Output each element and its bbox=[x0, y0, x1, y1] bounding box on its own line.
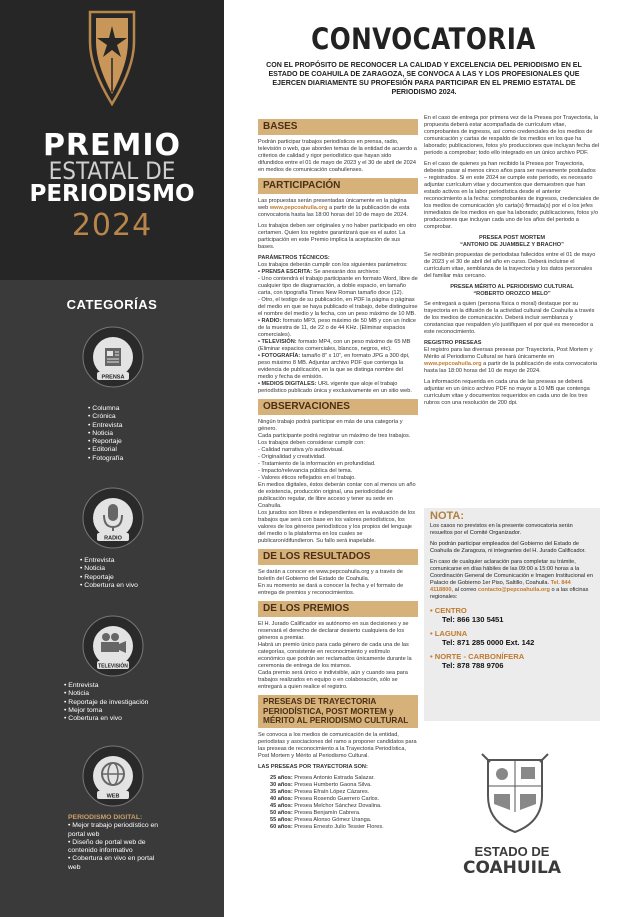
radio-item: • Entrevista bbox=[80, 557, 138, 565]
postmortem-name: “ANTONIO DE JUAMBELZ Y BRACHO” bbox=[460, 242, 564, 248]
obs-list-item: - Originalidad y creatividad. bbox=[258, 454, 326, 460]
radio-list bbox=[80, 557, 138, 590]
radio-seal-label: RADIO bbox=[104, 535, 122, 542]
radio-item: • Cobertura en vivo bbox=[80, 582, 138, 590]
postmortem-title: PRESEA POST MORTEM bbox=[479, 235, 545, 241]
colb-p6: La información requerida en cada una de las preseas se deberá adjuntar en un único archivo PDF no mayor a 10 MB que contenga currículum vitae y documentos requeridos en cada uno de los tres rubros con una resolución de 200 dpi. bbox=[424, 379, 590, 406]
tech-prensa-2: - Otro, el testigo de su publicación, en PDF la página o páginas del medio en que se haya publicado el trabajo, debe distinguirse el nombre del medio y la fecha, con un peso máximo de 10 MB. bbox=[258, 297, 418, 317]
colb-p4: Se entregará a quien (persona física o moral) destaque por su trayectoria en la difusión de la actividad cultural de Coahuila a través de los medios de comunicación. Deberá incluir semblanza y constancias que respalden y/o justifiquen el por qué es merecedor a este reconocimiento. bbox=[424, 301, 595, 335]
brand-periodismo: PERIODISMO bbox=[29, 181, 195, 207]
column-left bbox=[258, 115, 418, 831]
prensa-item: • Editorial bbox=[88, 446, 123, 454]
nota-p1: Los casos no previstos en la presente convocatoria serán resueltos por el Comité Organizador. bbox=[430, 523, 573, 536]
tech-title: PARÁMETROS TÉCNICOS: bbox=[258, 255, 330, 261]
nota-title: NOTA: bbox=[430, 510, 465, 522]
obs-list-item: - Valores éticos reflejados en el trabajo. bbox=[258, 475, 356, 481]
trayectoria-heading: PRESEAS DE TRAYECTORIA PERIODÍSTICA, POST MORTEM y MÉRITO AL PERIODISMO CULTURAL bbox=[258, 695, 418, 728]
premios-p1: El H. Jurado Calificador es autónomo en sus decisiones y se reservará el derecho de declarar desierto cualquiera de los géneros a premiar. bbox=[258, 621, 409, 641]
radio-item: • Reportaje bbox=[80, 574, 138, 582]
cultural-title: PRESEA MÉRITO AL PERIODISMO CULTURAL bbox=[450, 284, 574, 290]
brand-premio: PREMIO bbox=[42, 128, 182, 163]
participacion-p1: Las propuestas serán presentadas únicamente en la página web www.pepcoahuila.org a partir de la publicación de esta convocatoria hasta las 18:00 horas del 10 de mayo de 2024. bbox=[258, 198, 410, 218]
participacion-heading: PARTICIPACIÓN bbox=[258, 178, 418, 194]
prensa-item: • Reportaje bbox=[88, 438, 123, 446]
web-title: PERIODISMO DIGITAL: bbox=[68, 814, 143, 821]
television-seal-label: TELEVISIÓN bbox=[98, 663, 128, 670]
trayectoria-item: 55 años: Presea Alonso Gómez Uranga. bbox=[270, 816, 372, 823]
television-item: • Entrevista bbox=[64, 682, 148, 690]
radio-seal-icon bbox=[82, 487, 144, 549]
premios-p2: Habrá un premio único para cada género de cada una de las categorías, consistente en reconocimiento y estímulo económico que podrán ser reclamados únicamente durante la ceremonia de entrega de los mismos. bbox=[258, 642, 412, 669]
premios-p3: Cada premio será único e indivisible, aún y cuando sea para trabajos realizados en equipo o en colaboración, sólo se entregará a quien realice el registro. bbox=[258, 670, 408, 690]
trayectoria-item: 40 años: Presea Rosendo Guerrero Carlos. bbox=[270, 795, 380, 802]
prensa-item: • Entrevista bbox=[88, 422, 123, 430]
tech-foto: • FOTOGRAFÍA: tamaño 8” x 10”, en formato JPG a 300 dpi, peso máximo 8 MB. Adjuntar archivo PDF que contenga la evidencia de publicación, en la que se distinga nombre del medio y fecha de emisión. bbox=[258, 353, 410, 380]
television-item: • Mejor toma bbox=[64, 707, 148, 715]
office-laguna: • LAGUNA Tel: 871 285 0000 Ext. 142 bbox=[430, 629, 535, 647]
obs-p5: Los jurados son libres e independientes en la evaluación de los trabajos que será con base en los valores periodísticos, los valores de los géneros periodísticos y los propios del lenguaje del medio o la plataforma en los cuales se publicaron/difundieron. Su fallo será inapelable. bbox=[258, 510, 416, 544]
prensa-item: • Crónica bbox=[88, 413, 123, 421]
obs-list-item: - Impacto/relevancia pública del tema. bbox=[258, 468, 353, 474]
footer-estado: ESTADO DE bbox=[474, 844, 550, 859]
trayectoria-item: 30 años: Presea Humberto Gaona Silva. bbox=[270, 781, 372, 788]
nota-p3: En caso de cualquier aclaración para completar su trámite, comunicarse en días hábiles de las 09:00 a 15:00 horas a la Coordinación General de Comunicación e Imagen Institucional en Palacio de Gobierno 1er Piso, Saltillo, Coahuila. Tel. 844 4118800, al correo contacto@pepcoahuila.org o a las oficinas regionales: bbox=[430, 559, 593, 600]
web-block bbox=[68, 814, 168, 872]
colb-p2: En el caso de quienes ya han recibido la Presea por Trayectoria, deberán pasar al menos cinco años para ser nuevamente postulados – registrados. Si en este 2024 se cumple este periodo, es necesario adjuntar currículum vitae y documentos que demuestren que han estado activos en la labor periodística desde el anterior reconocimiento a la fecha: comprobantes de ingresos, credenciales de los medios de comunicación y/o carta(s) firmada(s) por el o los jefes inmediatos de los medios en que ha laborado; publicaciones, fotos y/o producciones que incluyan cada uno de los años del periodo a comprobar. bbox=[424, 161, 600, 230]
trayectoria-item: 50 años: Presea Benjamín Cabrera. bbox=[270, 809, 361, 816]
radio-item: • Noticia bbox=[80, 565, 138, 573]
brand-year: 2024 bbox=[71, 208, 153, 243]
prensa-item: • Columna bbox=[88, 405, 123, 413]
brand-estatal: ESTATAL DE bbox=[48, 157, 176, 185]
television-item: • Noticia bbox=[64, 690, 148, 698]
resultados-heading: DE LOS RESULTADOS bbox=[258, 549, 418, 565]
television-item: • Cobertura en vivo bbox=[64, 715, 148, 723]
prensa-seal-icon bbox=[82, 326, 144, 388]
obs-p3: Los trabajos deben considerar cumplir con: bbox=[258, 440, 365, 446]
colb-p3: Se recibirán propuestas de periodistas fallecidos entre el 01 de mayo de 2023 y el 30 de abril del año en curso. Deberá incluirse el currículum vitae, semblanza de la trayectoria y los datos personales del familiar más cercano. bbox=[424, 252, 596, 279]
tech-prensa: • PRENSA ESCRITA: Se anexarán dos archivos: bbox=[258, 269, 380, 275]
tech-intro: Los trabajos deberán cumplir con los siguientes parámetros: bbox=[258, 262, 408, 268]
bases-heading: BASES bbox=[258, 119, 418, 135]
bases-text: Podrán participar trabajos periodísticos en prensa, radio, televisión o web, que aborden temas de la entidad de acuerdo a criterios de calidad y rigor periodístico que hayan sido difundidos entre el 01 de mayo de 2023 y el 30 de abril de 2024 en medios de comunicación coahuilenses. bbox=[258, 139, 417, 173]
office-norte: • NORTE - CARBONÍFERA Tel: 878 788 9706 bbox=[430, 652, 525, 670]
prensa-seal-label: PRENSA bbox=[101, 374, 125, 381]
registro-title: REGISTRO PRESEAS bbox=[424, 340, 482, 346]
nota-phone[interactable]: Tel. 844 4118800, bbox=[430, 580, 571, 593]
obs-p4: En medios digitales, éstos deberán contar con al menos un año de existencia, producción original, una periodicidad de publicación regular, de libre acceso y tener su sede en Coahuila. bbox=[258, 482, 416, 509]
intro-text: CON EL PROPÓSITO DE RECONOCER LA CALIDAD Y EXCELENCIA DEL PERIODISMO EN EL ESTADO DE COAHUILA DE ZARAGOZA, SE CONVOCA A LAS Y LOS PROFESIONALES QUE EJERCEN DIARIAMENTE SU PROFESIÓN PARA PARTICIPAR EN EL PREMIO ESTATAL DE PERIODISMO 2024. bbox=[266, 61, 582, 96]
resultados-p2: En su momento se dará a conocer la fecha y el formato de entrega de premios y reconocimientos. bbox=[258, 583, 404, 596]
television-seal-icon bbox=[82, 615, 144, 677]
cultural-name: “ROBERTO OROZCO MELO” bbox=[473, 291, 551, 297]
web-item: • Diseño de portal web de contenido informativo bbox=[68, 839, 168, 856]
trayectoria-list bbox=[258, 775, 418, 831]
tech-radio: • RADIO: formato MP3, peso máximo de 50 MB y con un índice de la muestra de 11, de 22 o de 44 KHz. (Eliminar espacios comerciales). bbox=[258, 318, 417, 338]
web-item: • Mejor trabajo periodístico en portal web bbox=[68, 822, 168, 839]
website-link[interactable]: www.pepcoahuila.org bbox=[269, 205, 328, 211]
registro-link[interactable]: www.pepcoahuila.org bbox=[424, 361, 482, 367]
page-title: CONVOCATORIA bbox=[311, 22, 536, 56]
obs-list-item: - Calidad narrativa y/o audiovisual. bbox=[258, 447, 344, 453]
fountain-pen-logo-icon bbox=[82, 8, 142, 108]
trayectoria-item: 35 años: Presea Efraín López Cázares. bbox=[270, 788, 370, 795]
participacion-p2: Los trabajos deben ser originales y no haber participado en otro certamen. Quien los registre garantizará que es el autor. La participación en este Premio implica la aceptación de sus bases. bbox=[258, 223, 417, 250]
prensa-item: • Noticia bbox=[88, 430, 123, 438]
nota-p2: No podrán participar empleados del Gobierno del Estado de Coahuila de Zaragoza, ni integrantes del H. Jurado Calificador. bbox=[430, 541, 586, 554]
resultados-p1: Se darán a conocer en www.pepcoahuila.org y a través de boletín del Gobierno del Estado de Coahuila. bbox=[258, 569, 403, 582]
colb-p5: El registro para las diversas preseas por Trayectoria, Post Mortem y Mérito al Periodismo Cultural se hará únicamente en www.pepcoahuila.org a partir de la publicación de esta convocatoria hasta las 18:00 horas del 10 de mayo de 2024. bbox=[424, 347, 597, 374]
television-item: • Reportaje de investigación bbox=[64, 699, 148, 707]
obs-p2: Cada participante podrá registrar un máximo de tres trabajos. bbox=[258, 433, 411, 439]
trayectoria-list-title: LAS PRESEAS POR TRAYECTORIA SON: bbox=[258, 763, 368, 770]
nota-email-link[interactable]: contacto@pepcoahuila.org bbox=[477, 587, 550, 593]
tech-digital: • MEDIOS DIGITALES: URL vigente que aloje el trabajo periodístico publicado única y exclusivamente en un sitio web. bbox=[258, 381, 412, 394]
categories-title: CATEGORÍAS bbox=[66, 297, 158, 312]
observaciones-heading: OBSERVACIONES bbox=[258, 399, 418, 415]
obs-p1: Ningún trabajo podrá participar en más de una categoría y género. bbox=[258, 419, 403, 432]
premios-heading: DE LOS PREMIOS bbox=[258, 601, 418, 617]
left-panel bbox=[0, 0, 224, 917]
trayectoria-p1: Se convoca a los medios de comunicación de la entidad, periodistas y asociaciones del ramo a proponer candidatos para las preseas de reconocimiento a la Trayectoria Periodística, Post Mortem y Mérito al Periodismo Cultural. bbox=[258, 731, 417, 759]
footer-coahuila: COAHUILA bbox=[463, 858, 561, 878]
tech-prensa-1: - Uno contendrá el trabajo participante en formato Word, libre de cualquier tipo de diagramación, a doble espacio, en tamaño carta, con tipografía Times New Roman tamaño doce (12). bbox=[258, 276, 418, 296]
web-seal-icon bbox=[82, 745, 144, 807]
tech-tv: • TELEVISIÓN: formato MP4, con un peso máximo de 65 MB (Eliminar espacios comerciales, blancos, negros, etc). bbox=[258, 339, 411, 352]
prensa-list bbox=[88, 405, 123, 463]
prensa-item: • Fotografía bbox=[88, 455, 123, 463]
colb-p1: En el caso de entrega por primera vez de la Presea por Trayectoria, la propuesta deberá estar acompañada de currículum vitae, comprobantes de ingresos, así como credenciales de los medios de comunicación y cartas de respaldo de los medios en los que ha laborado; publicaciones, fotos y/o producciones que incluyan fecha del periodo a comprobar; todo ello integrado en un único archivo PDF. bbox=[424, 115, 600, 156]
trayectoria-item: 45 años: Presea Melchor Sánchez Dovalina. bbox=[270, 802, 382, 809]
coahuila-crest-icon bbox=[480, 752, 550, 834]
web-seal-label: WEB bbox=[106, 793, 120, 800]
trayectoria-item: 25 años: Presea Antonio Estrada Salazar. bbox=[270, 774, 375, 781]
brand-block bbox=[0, 0, 224, 280]
obs-list-item: - Tratamiento de la información en profundidad. bbox=[258, 461, 376, 467]
trayectoria-item: 60 años: Presea Ernesto Julio Tessier Flores. bbox=[270, 823, 384, 830]
column-right bbox=[424, 115, 600, 411]
office-centro: • CENTRO Tel: 866 130 5451 bbox=[430, 606, 504, 624]
television-list bbox=[64, 682, 148, 723]
web-item: • Cobertura en vivo en portal web bbox=[68, 855, 168, 872]
nota-box bbox=[424, 508, 600, 721]
